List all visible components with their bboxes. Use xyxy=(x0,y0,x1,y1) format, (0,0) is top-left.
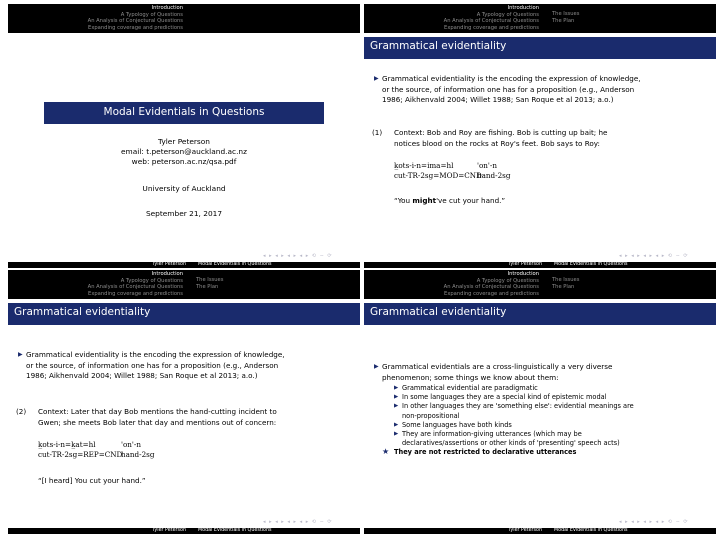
example-translation: “[I heard] You cut your hand.” xyxy=(38,476,146,485)
section-nav xyxy=(8,4,189,34)
frame-title: Grammatical evidentiality xyxy=(14,306,151,318)
section-expanding[interactable]: Expanding coverage and predictions xyxy=(444,290,539,297)
frame-title-bar xyxy=(364,303,716,325)
list-item: ▶ In some languages they are a special kind of epistemic modal xyxy=(394,393,607,402)
example-number: (1) xyxy=(372,128,383,137)
section-expanding[interactable]: Expanding coverage and predictions xyxy=(444,24,539,31)
subsection-nav xyxy=(552,277,712,299)
subsection-nav xyxy=(196,277,356,299)
slide-footer xyxy=(364,262,716,268)
example-number: (2) xyxy=(16,407,27,416)
list-item: ▶ Grammatical evidential are paradigmatic xyxy=(394,384,538,392)
bullet-definition: ▶ Grammatical evidentiality is the encoding the expression of knowledge, or the source, of information one has for a proposition (e.g., Anderson 1986; Aikhenvald 2004; Willet 1988; San Roque et al 2013; a.o.) xyxy=(374,74,641,104)
gloss-word-1: k̲ots-i-n=k̲at=hl xyxy=(38,440,96,449)
nav-controls[interactable]: ◂ ▸ ◂ ▸ ◂ ▸ ◂ ▸ ⟲ ∽ ⟳ xyxy=(263,253,333,259)
slide-4 xyxy=(364,270,716,534)
footer-author: Tyler Peterson xyxy=(508,528,542,533)
sub-bullet-icon: ▶ xyxy=(394,385,399,391)
star-icon: ★ xyxy=(382,447,390,457)
gloss-line-2: hand-2sg xyxy=(477,171,511,180)
frame-title: Grammatical evidentiality xyxy=(370,306,507,318)
footer-title: Modal Evidentials in Questions xyxy=(554,262,628,267)
section-typology[interactable]: A Typology of Questions xyxy=(476,11,539,18)
gloss-line-1: cut-TR-2sg=REP=CND xyxy=(38,450,123,459)
section-nav xyxy=(364,4,545,34)
sub-bullet-list xyxy=(382,384,694,458)
bullet-diversity: ▶ Grammatical evidentials are a cross-linguistically a very diverse phenomenon; some things we know about them: xyxy=(374,362,613,382)
list-item: ▶ Some languages have both kinds xyxy=(394,420,512,429)
footer-title: Modal Evidentials in Questions xyxy=(198,262,272,267)
author-web: web: peterson.ac.nz/qsa.pdf xyxy=(131,157,237,166)
section-typology[interactable]: A Typology of Questions xyxy=(476,277,539,284)
star-list-item: ★ They are not restricted to declarative utterances xyxy=(382,447,577,457)
gloss-line-2: hand-2sg xyxy=(121,450,155,459)
footer-title: Modal Evidentials in Questions xyxy=(198,528,272,533)
section-expanding[interactable]: Expanding coverage and predictions xyxy=(88,24,183,31)
slide-header xyxy=(8,4,360,33)
subsection-plan[interactable]: The Plan xyxy=(196,283,219,290)
section-analysis[interactable]: An Analysis of Conjectural Questions xyxy=(87,18,183,24)
subsection-nav xyxy=(552,11,712,33)
footer-title: Modal Evidentials in Questions xyxy=(554,528,628,533)
nav-controls[interactable]: ◂ ▸ ◂ ▸ ◂ ▸ ◂ ▸ ⟲ ∽ ⟳ xyxy=(619,519,689,525)
section-nav xyxy=(8,270,189,300)
slide-header xyxy=(364,4,716,33)
sub-bullet-icon: ▶ xyxy=(394,403,399,410)
slide-1 xyxy=(8,4,360,268)
slide-footer xyxy=(8,528,360,534)
section-typology[interactable]: A Typology of Questions xyxy=(120,277,183,284)
slide-footer xyxy=(8,262,360,268)
list-item-continuation: declaratives/assertions or other kinds of 'presenting' speech acts) xyxy=(402,439,620,448)
footer-author: Tyler Peterson xyxy=(152,528,186,533)
example-context: Context: Later that day Bob mentions the hand-cutting incident to Gwen; she meets Bob later that day and mentions out of concern: xyxy=(38,407,277,427)
section-introduction[interactable]: Introduction xyxy=(151,271,183,277)
subsection-issues[interactable]: The Issues xyxy=(552,11,580,17)
subsection-issues[interactable]: The Issues xyxy=(196,277,224,283)
section-introduction[interactable]: Introduction xyxy=(507,271,539,277)
presentation-title: Modal Evidentials in Questions xyxy=(103,106,265,118)
bullet-triangle-icon: ▶ xyxy=(374,75,379,82)
frame-title: Grammatical evidentiality xyxy=(370,40,507,52)
subsection-plan[interactable]: The Plan xyxy=(552,17,575,24)
presentation-date: September 21, 2017 xyxy=(145,209,223,218)
section-analysis[interactable]: An Analysis of Conjectural Questions xyxy=(443,284,539,290)
subsection-issues[interactable]: The Issues xyxy=(552,277,580,283)
list-item: ▶ In other languages they are 'something else': evidential meanings are xyxy=(394,402,634,411)
frame-title-bar xyxy=(8,303,360,325)
section-introduction[interactable]: Introduction xyxy=(151,5,183,11)
author-email: email: t.peterson@auckland.ac.nz xyxy=(120,147,247,156)
gloss-word-2: 'on'-n xyxy=(477,161,497,170)
list-item-continuation: non-propositional xyxy=(402,411,460,420)
slide-footer xyxy=(364,528,716,534)
example-translation: “You might've cut your hand.” xyxy=(394,196,506,205)
gloss-word-2: 'on'-n xyxy=(121,440,141,449)
slide-2 xyxy=(364,4,716,268)
section-introduction[interactable]: Introduction xyxy=(507,5,539,11)
slide-header xyxy=(8,270,360,299)
frame-title-bar xyxy=(364,37,716,59)
subsection-plan[interactable]: The Plan xyxy=(552,283,575,290)
nav-controls[interactable]: ◂ ▸ ◂ ▸ ◂ ▸ ◂ ▸ ⟲ ∽ ⟳ xyxy=(619,253,689,259)
sub-bullet-icon: ▶ xyxy=(394,394,399,401)
sub-bullet-icon: ▶ xyxy=(394,421,399,428)
section-typology[interactable]: A Typology of Questions xyxy=(120,11,183,18)
gloss-line-1: cut-TR-2sg=MOD=CND xyxy=(394,171,482,180)
author-name: Tyler Peterson xyxy=(157,137,210,146)
section-analysis[interactable]: An Analysis of Conjectural Questions xyxy=(443,18,539,24)
bullet-triangle-icon: ▶ xyxy=(374,363,379,370)
slide-header xyxy=(364,270,716,299)
section-nav xyxy=(364,270,545,300)
gloss-word-1: k̲ots-i-n=ima=hl xyxy=(394,161,454,170)
nav-controls[interactable]: ◂ ▸ ◂ ▸ ◂ ▸ ◂ ▸ ⟲ ∽ ⟳ xyxy=(263,519,333,525)
cover-title-box xyxy=(44,102,324,124)
sub-bullet-icon: ▶ xyxy=(394,431,399,438)
example-context: Context: Bob and Roy are fishing. Bob is cutting up bait; he notices blood on the rocks at Roy's feet. Bob says to Roy: xyxy=(394,128,608,148)
footer-author: Tyler Peterson xyxy=(152,262,186,267)
institution: University of Auckland xyxy=(142,184,226,193)
section-analysis[interactable]: An Analysis of Conjectural Questions xyxy=(87,284,183,290)
bullet-triangle-icon: ▶ xyxy=(18,351,23,358)
section-expanding[interactable]: Expanding coverage and predictions xyxy=(88,290,183,297)
list-item: ▶ They are information-giving utterances (which may be xyxy=(394,430,582,439)
footer-author: Tyler Peterson xyxy=(508,262,542,267)
slide-3 xyxy=(8,270,360,534)
bullet-definition: ▶ Grammatical evidentiality is the encoding the expression of knowledge, or the source, of information one has for a proposition (e.g., Anderson 1986; Aikhenvald 2004; Willet 1988; San Roque et al 2013; a.o.) xyxy=(18,350,285,380)
